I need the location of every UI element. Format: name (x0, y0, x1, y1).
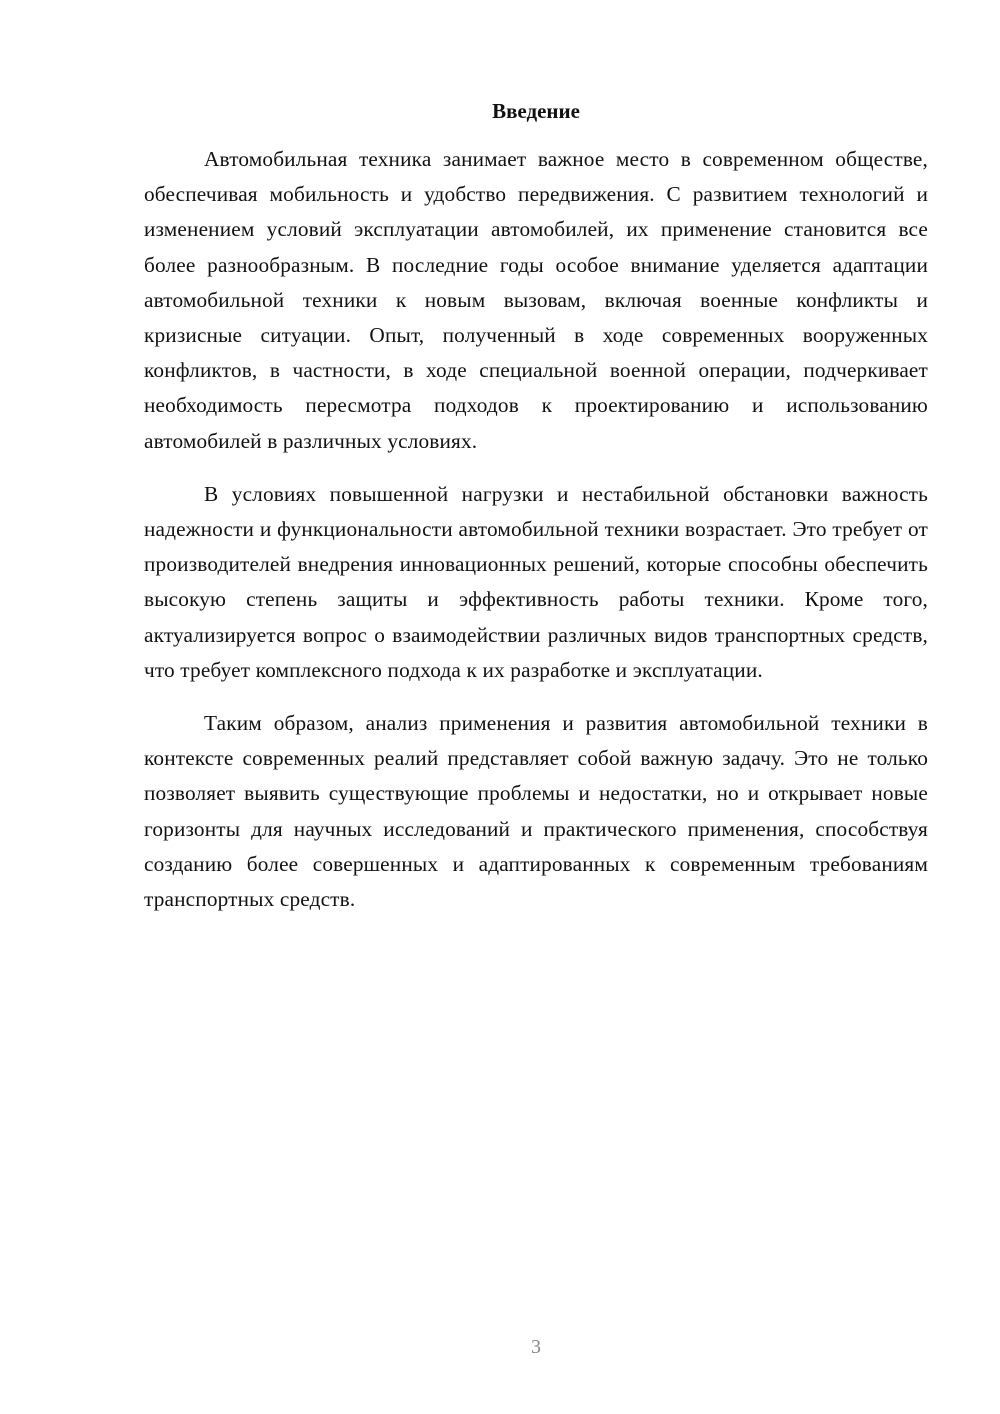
paragraph-1: Автомобильная техника занимает важное место в современном обществе, обеспечивая мобильность и удобство передвижения. С развитием технологий и изменением условий эксплуатации автомобилей, их применение становится все более разнообразным. В последние годы особое внимание уделяется адаптации автомобильной техники к новым вызовам, включая военные конфликты и кризисные ситуации. Опыт, полученный в ходе современных вооруженных конфликтов, в частности, в ходе специальной военной операции, подчеркивает необходимость пересмотра подходов к проектированию и использованию автомобилей в различных условиях. (144, 147, 928, 453)
page-title: Введение (492, 99, 580, 123)
page-number: 3 (531, 1336, 541, 1358)
paragraph-2: В условиях повышенной нагрузки и нестабильной обстановки важность надежности и функциональности автомобильной техники возрастает. Это требует от производителей внедрения инновационных решений, которые способны обеспечить высокую степень защиты и эффективность работы техники. Кроме того, актуализируется вопрос о взаимодействии различных видов транспортных средств, что требует комплексного подхода к их разработке и эксплуатации. (144, 481, 928, 682)
document-body (144, 142, 928, 935)
paragraph-3: Таким образом, анализ применения и развития автомобильной техники в контексте современных реалий представляет собой важную задачу. Это не только позволяет выявить существующие проблемы и недостатки, но и открывает новые горизонты для научных исследований и практического применения, способствуя созданию более совершенных и адаптированных к современным требованиям транспортных средств. (144, 711, 928, 912)
